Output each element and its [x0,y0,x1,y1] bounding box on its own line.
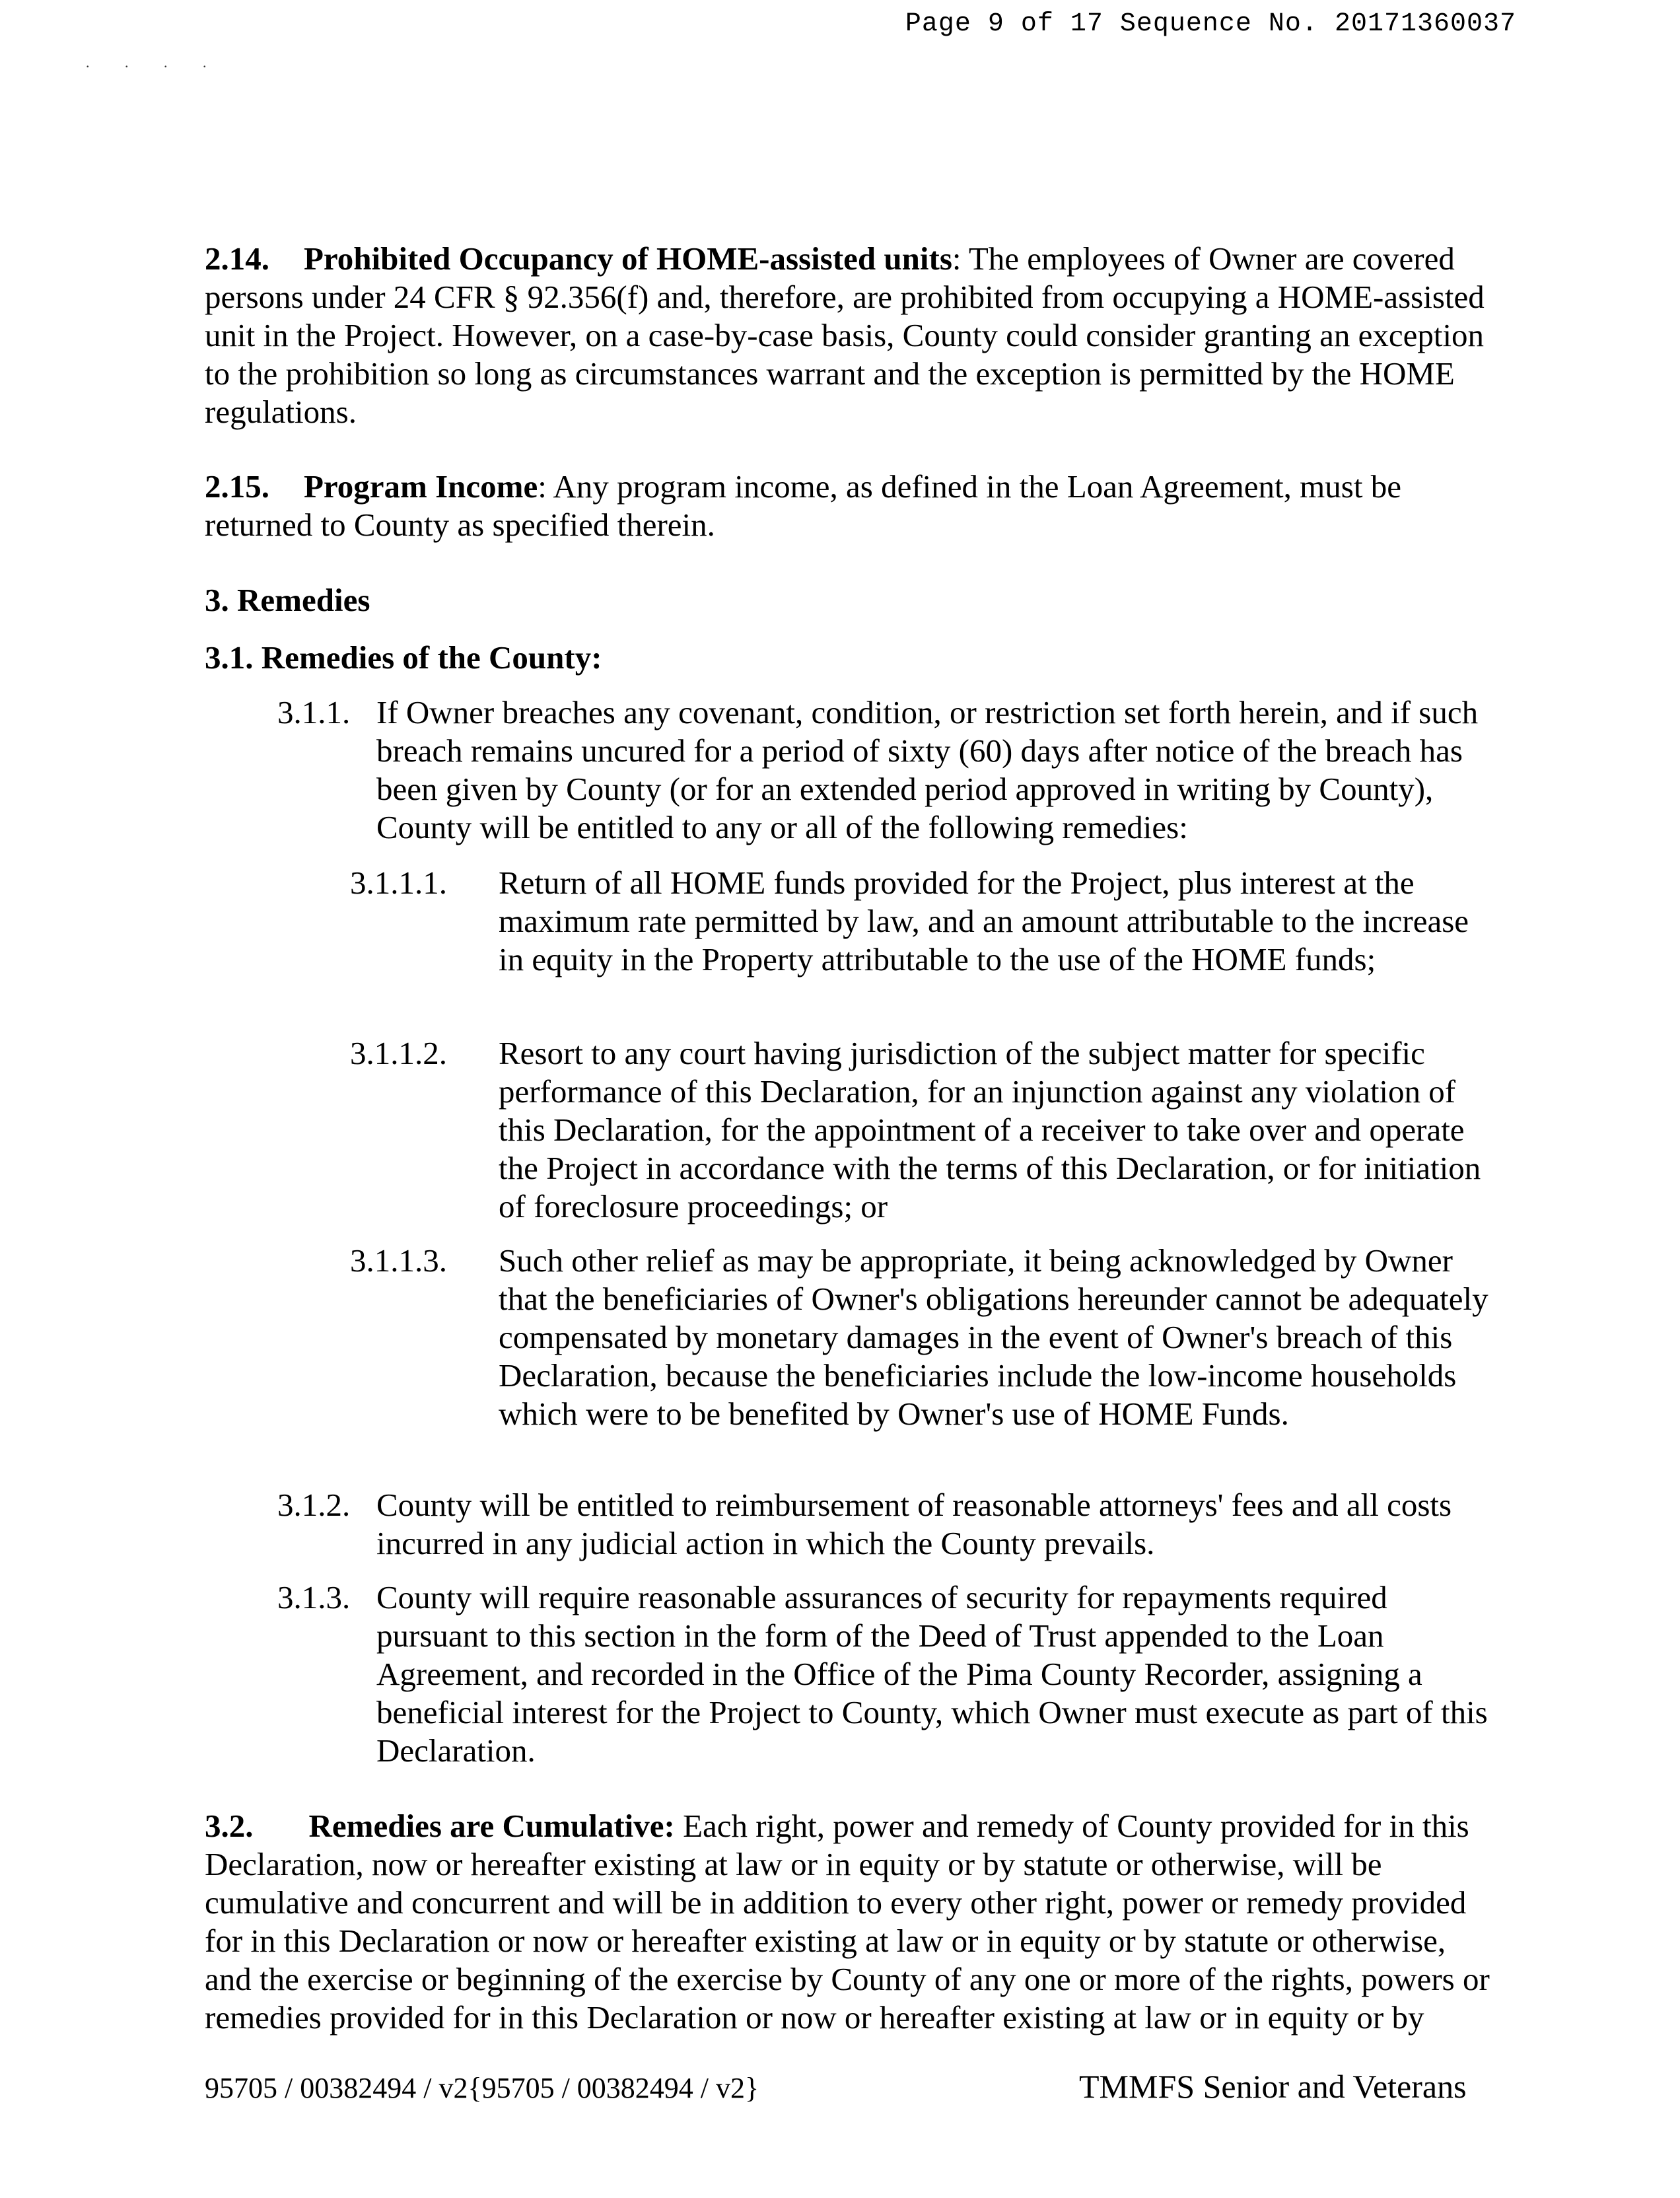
clause-3-1-3 [277,1578,1492,1770]
clause-3-1-1-3 [350,1242,1492,1433]
clause-number: 3.1.1.1. [350,865,447,901]
page-sequence-header: Page 9 of 17 Sequence No. 20171360037 [905,9,1516,39]
clause-number: 3.1.1.3. [350,1242,447,1279]
clause-text: Resort to any court having jurisdiction of the subject matter for specific performance of this Declaration, for an injunction against any violation of this Declaration, for the appointment of a receiver to take over and operate the Project in accordance with the terms of this Declaration, or for initiation of foreclosure proceedings; or [499,1035,1481,1224]
clause-3-1-1-1 [350,864,1492,979]
clause-text: County will be entitled to reimbursement of reasonable attorneys' fees and all costs incurred in any judicial action in which the County prevails. [376,1487,1452,1561]
section-2-15 [205,468,1499,544]
scan-specks: . . . . [86,54,223,71]
section-title: Prohibited Occupancy of HOME-assisted units [304,240,952,277]
section-title: Remedies are Cumulative: [308,1808,675,1844]
clause-text: Return of all HOME funds provided for the Project, plus interest at the maximum rate permitted by law, and an amount attributable to the increase in equity in the Property attributable to the use of the HOME funds; [499,865,1469,977]
section-number: 2.14. [205,240,269,277]
section-number: 3.2. [205,1808,254,1844]
clause-number: 3.1.3. [277,1579,351,1615]
clause-3-1-1-2 [350,1034,1492,1226]
section-text: Each right, power and remedy of County provided for in this Declaration, now or hereafter existing at law or in equity or by statute or otherwise, will be cumulative and concurrent and will be in addition to every other right, power or remedy provided for in this Declaration or now or hereafter existing at law or in equity or by statute or otherwise, and the exercise or beginning of the exercise by County of any one or more of the rights, powers or remedies provided for in this Declaration or now or hereafter existing at law or in equity or by [205,1808,1490,2036]
section-3-heading: 3. Remedies [205,582,370,618]
section-2-14 [205,240,1499,431]
clause-number: 3.1.2. [277,1487,351,1523]
footer-doc-id: 95705 / 00382494 / v2{95705 / 00382494 / v2} [205,2072,759,2104]
clause-3-1-1 [277,693,1492,847]
clause-3-1-2 [277,1486,1492,1563]
section-text: : Any program income, as defined in the Loan Agreement, must be returned to County as specified therein. [205,468,1401,543]
clause-number: 3.1.1.2. [350,1035,447,1071]
clause-number: 3.1.1. [277,694,351,730]
clause-text: Such other relief as may be appropriate, it being acknowledged by Owner that the beneficiaries of Owner's obligations hereunder cannot be adequately compensated by monetary damages in the event of Owner's breach of this Declaration, because the beneficiaries include the low-income households which were to be benefited by Owner's use of HOME Funds. [499,1242,1488,1432]
section-3-1-heading: 3.1. Remedies of the County: [205,639,602,676]
section-title: Program Income [304,468,538,505]
clause-text: If Owner breaches any covenant, condition, or restriction set forth herein, and if such breach remains uncured for a period of sixty (60) days after notice of the breach has been given by County (or for an extended period approved in writing by County), County will be entitled to any or all of the following remedies: [376,694,1479,845]
section-number: 2.15. [205,468,269,505]
clause-text: County will require reasonable assurances of security for repayments required pursuant to this section in the form of the Deed of Trust appended to the Loan Agreement, and recorded in the Office of the Pima County Recorder, assigning a beneficial interest for the Project to County, which Owner must execute as part of this Declaration. [376,1579,1488,1769]
section-3-2 [205,1807,1499,2037]
section-text: : The employees of Owner are covered persons under 24 CFR § 92.356(f) and, therefore, are prohibited from occupying a HOME-assisted unit in the Project. However, on a case-by-case basis, County could consider granting an exception to the prohibition so long as circumstances warrant and the exception is permitted by the HOME regulations. [205,240,1485,430]
footer-project-name: TMMFS Senior and Veterans [1079,2068,1467,2105]
